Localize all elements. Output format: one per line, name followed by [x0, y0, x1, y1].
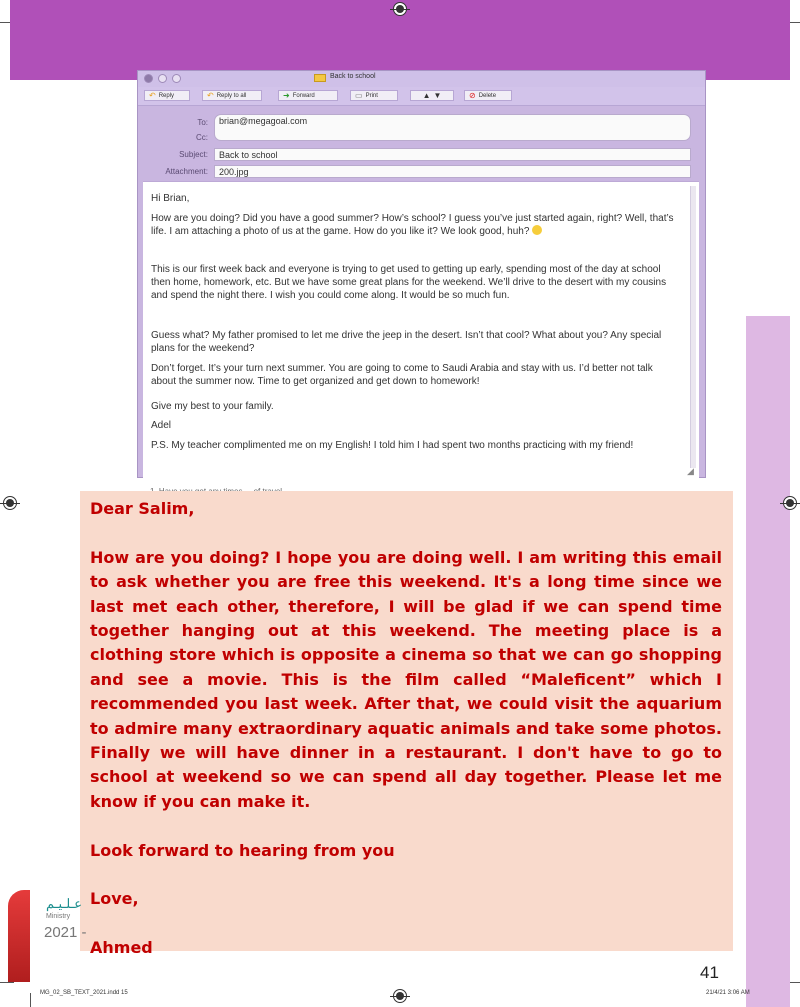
email-toolbar — [138, 87, 705, 106]
crop-mark — [30, 993, 31, 1007]
email-paragraph: Guess what? My father promised to let me drive the jeep in the desert. Isn’t that cool? What about you? Any special plans for the weekend? — [151, 330, 662, 354]
forward-arrow-icon: ➜ — [283, 90, 290, 100]
email-paragraph: This is our first week back and everyone is trying to get used to getting up early, spending most of the day at school then home, homework, etc. But we have some great plans for the weekend. We’ll drive to the desert with my cousins and spend the night there. I wish you could come along. It would be so much fun. — [151, 264, 667, 301]
reply-label: Reply — [158, 92, 175, 99]
registration-mark-icon — [783, 496, 797, 510]
note-body: How are you doing? I hope you are doing well. I am writing this email to ask whether you are free this weekend. It's a long time since we last met each other, therefore, I will be glad if we can spend time together hanging out at this weekend. The meeting place is a clothing store which is opposite a cinema so that we can go shopping and see a movie. This is the film called “Maleficent” which I recommended you last week. After that, we could visit the aquarium to admire many extraordinary aquatic animals and take some photos. Finally we will have dinner in a restaurant. I don't have to go to school at weekend so we can spend all day together. Please let me know if you can make it. — [90, 547, 722, 811]
arrow-down-icon[interactable]: ▼ — [433, 90, 442, 100]
window-close-icon[interactable] — [144, 74, 153, 83]
spacer — [90, 521, 722, 545]
note-name: Ahmed — [90, 938, 153, 958]
delete-icon: ⊘ — [469, 90, 476, 100]
side-strip — [746, 316, 790, 1007]
to-value: brian@megagoal.com — [219, 116, 308, 126]
spacer — [90, 814, 722, 838]
subject-field[interactable] — [214, 148, 691, 161]
logo-arabic-text: عـلـيـم — [46, 896, 83, 911]
window-minimize-icon[interactable] — [158, 74, 167, 83]
email-greeting: Hi Brian, — [151, 193, 190, 204]
reply-all-arrow-icon: ↶ — [207, 90, 214, 100]
logo-year-text: 2021 - — [44, 924, 87, 941]
email-paragraph: Give my best to your family. — [151, 401, 274, 412]
to-label: To: — [197, 118, 208, 127]
attachment-label: Attachment: — [165, 167, 208, 176]
forward-label: Forward — [292, 92, 315, 99]
subject-value: Back to school — [219, 150, 278, 160]
resize-handle-icon[interactable]: ◢ — [687, 466, 694, 476]
spacer — [90, 863, 722, 887]
window-title: Back to school — [330, 73, 376, 80]
note-greeting: Dear Salim, — [90, 499, 195, 518]
reply-button[interactable] — [144, 90, 190, 101]
arrow-up-icon[interactable]: ▲ — [422, 90, 431, 100]
email-body[interactable] — [143, 181, 699, 478]
envelope-icon — [314, 74, 326, 82]
registration-mark-icon — [393, 2, 407, 16]
attachment-value: 200.jpg — [219, 167, 249, 177]
title-bar — [138, 71, 705, 88]
crop-mark — [0, 982, 14, 983]
subject-label: Subject: — [179, 150, 208, 159]
file-slug: MG_02_SB_TEXT_2021.indd 15 — [40, 990, 128, 996]
composed-email-note — [80, 491, 733, 958]
reply-arrow-icon: ↶ — [149, 90, 156, 100]
delete-label: Delete — [478, 92, 497, 99]
ministry-logo-shape — [8, 890, 30, 982]
smiley-icon — [532, 225, 542, 235]
logo-ministry-text: Ministry — [46, 913, 71, 920]
spacer — [90, 912, 722, 936]
delete-button[interactable] — [464, 90, 512, 101]
email-paragraph — [151, 212, 675, 238]
forward-button[interactable] — [278, 90, 338, 101]
email-window — [137, 70, 706, 478]
date-slug: 21/4/21 3:06 AM — [706, 990, 750, 996]
to-field[interactable] — [214, 114, 691, 141]
scrollbar[interactable] — [690, 186, 696, 468]
registration-mark-icon — [393, 989, 407, 1003]
note-closing: Look forward to hearing from you — [90, 840, 395, 860]
note-signoff: Love, — [90, 889, 139, 909]
registration-mark-icon — [3, 496, 17, 510]
email-paragraph: Don’t forget. It’s your turn next summer. You are going to come to Saudi Arabia and stay with us. I’d better not talk about the summer now. Time to get organized and get down to homework! — [151, 363, 653, 387]
window-zoom-icon[interactable] — [172, 74, 181, 83]
printer-icon: ▭ — [355, 90, 363, 100]
print-button[interactable] — [350, 90, 398, 101]
page-number: 41 — [700, 963, 719, 982]
attachment-field[interactable] — [214, 165, 691, 178]
prev-next-buttons[interactable] — [410, 90, 454, 101]
print-label: Print — [365, 92, 378, 99]
email-signature: Adel — [151, 420, 172, 431]
cc-label: Cc: — [196, 133, 208, 142]
reply-all-button[interactable] — [202, 90, 262, 101]
email-paragraph-text: How are you doing? Did you have a good summer? How’s school? I guess you’ve just started again, right? Well, that’s life. I am attaching a photo of us at the game. How do you like it? We look good, huh? — [151, 213, 674, 237]
reply-all-label: Reply to all — [216, 92, 247, 99]
email-postscript: P.S. My teacher complimented me on my English! I told him I had spent two months practicing with my friend! — [151, 440, 634, 451]
